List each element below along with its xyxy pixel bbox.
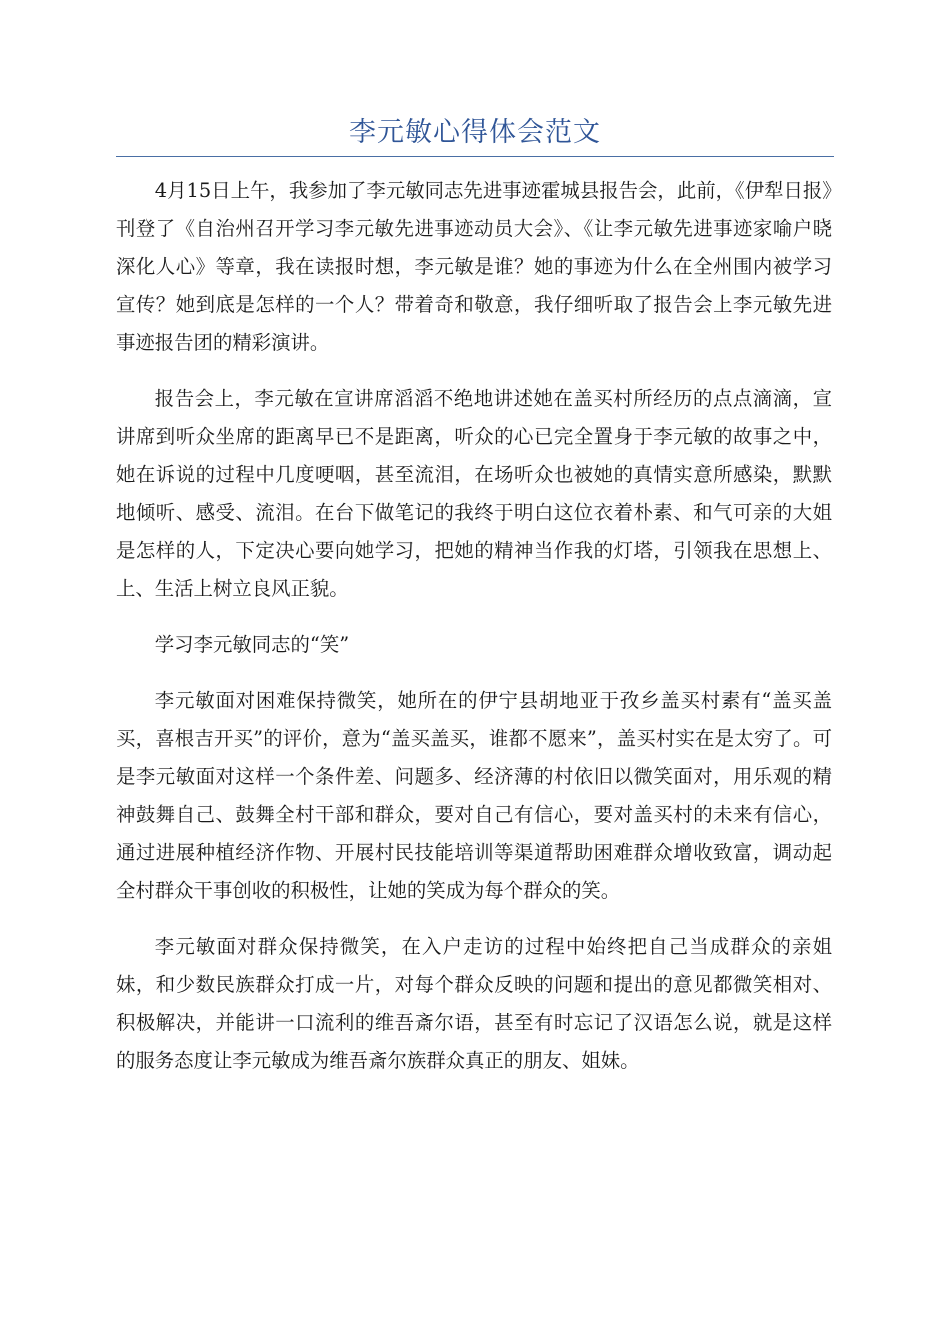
section-heading: 学习李元敏同志的“笑” (154, 633, 350, 656)
paragraph-4: 李元敏面对群众保持微笑，在入户走访的过程中始终把自己当成群众的亲姐妹，和少数民族群众打成一片，对每个群众反映的问题和提出的意见都微笑相对、积极解决，并能讲一口流利的维吾斎尔语，甚至有时忘记了汉语怎么说，就是这样的服务态度让李元敏成为维吾斎尔族群众真正的朋友、姐妹。 (116, 935, 832, 1072)
title-block (116, 112, 834, 157)
page-title: 李元敏心得体会范文 (349, 117, 601, 148)
paragraph-2: 报告会上，李元敏在宣讲席滔滔不绝地讲述她在盖买村所经历的点点滴滴，宣讲席到听众坐席的距离早已不是距离，听众的心已完全置身于李元敏的故事之中，她在诉说的过程中几度哽咽，甚至流泪，在场听众也被她的真情实意所感染，默默地倾听、感受、流泪。在台下做笔记的我终于明白这位衣着朴素、和气可亲的大姐是怎样的人，下定决心要向她学习，把她的精神当作我的灯塔，引领我在思想上、上、生活上树立良风正貌。 (116, 387, 832, 600)
paragraph-3: 李元敏面对困难保持微笑，她所在的伊宁县胡地亚于孜乡盖买村素有“盖买盖买，喜根吉开买”的评价，意为“盖买盖买，谁都不愿来”，盖买村实在是太穷了。可是李元敏面对这样一个条件差、问题多、经济薄的村依旧以微笑面对，用乐观的精神鼓舞自己、鼓舞全村干部和群众，要对自己有信心，要对盖买村的未来有信心，通过进展种植经济作物、开展村民技能培训等渠道帮助困难群众增收致富，调动起全村群众干事创收的积极性，让她的笑成为每个群众的笑。 (116, 689, 832, 902)
paragraph-1: 4月15日上午，我参加了李元敏同志先进事迹霍城县报告会，此前，《伊犁日报》刊登了《自治州召开学习李元敏先进事迹动员大会》、《让李元敏先进事迹家喻户晓深化人心》等章，我在读报时想，李元敏是谁？她的事迹为什么在全州围内被学习宣传？她到底是怎样的一个人？带着奇和敬意，我仔细听取了报告会上李元敏先进事迹报告团的精彩演讲。 (116, 179, 832, 354)
document-body (116, 172, 832, 1098)
